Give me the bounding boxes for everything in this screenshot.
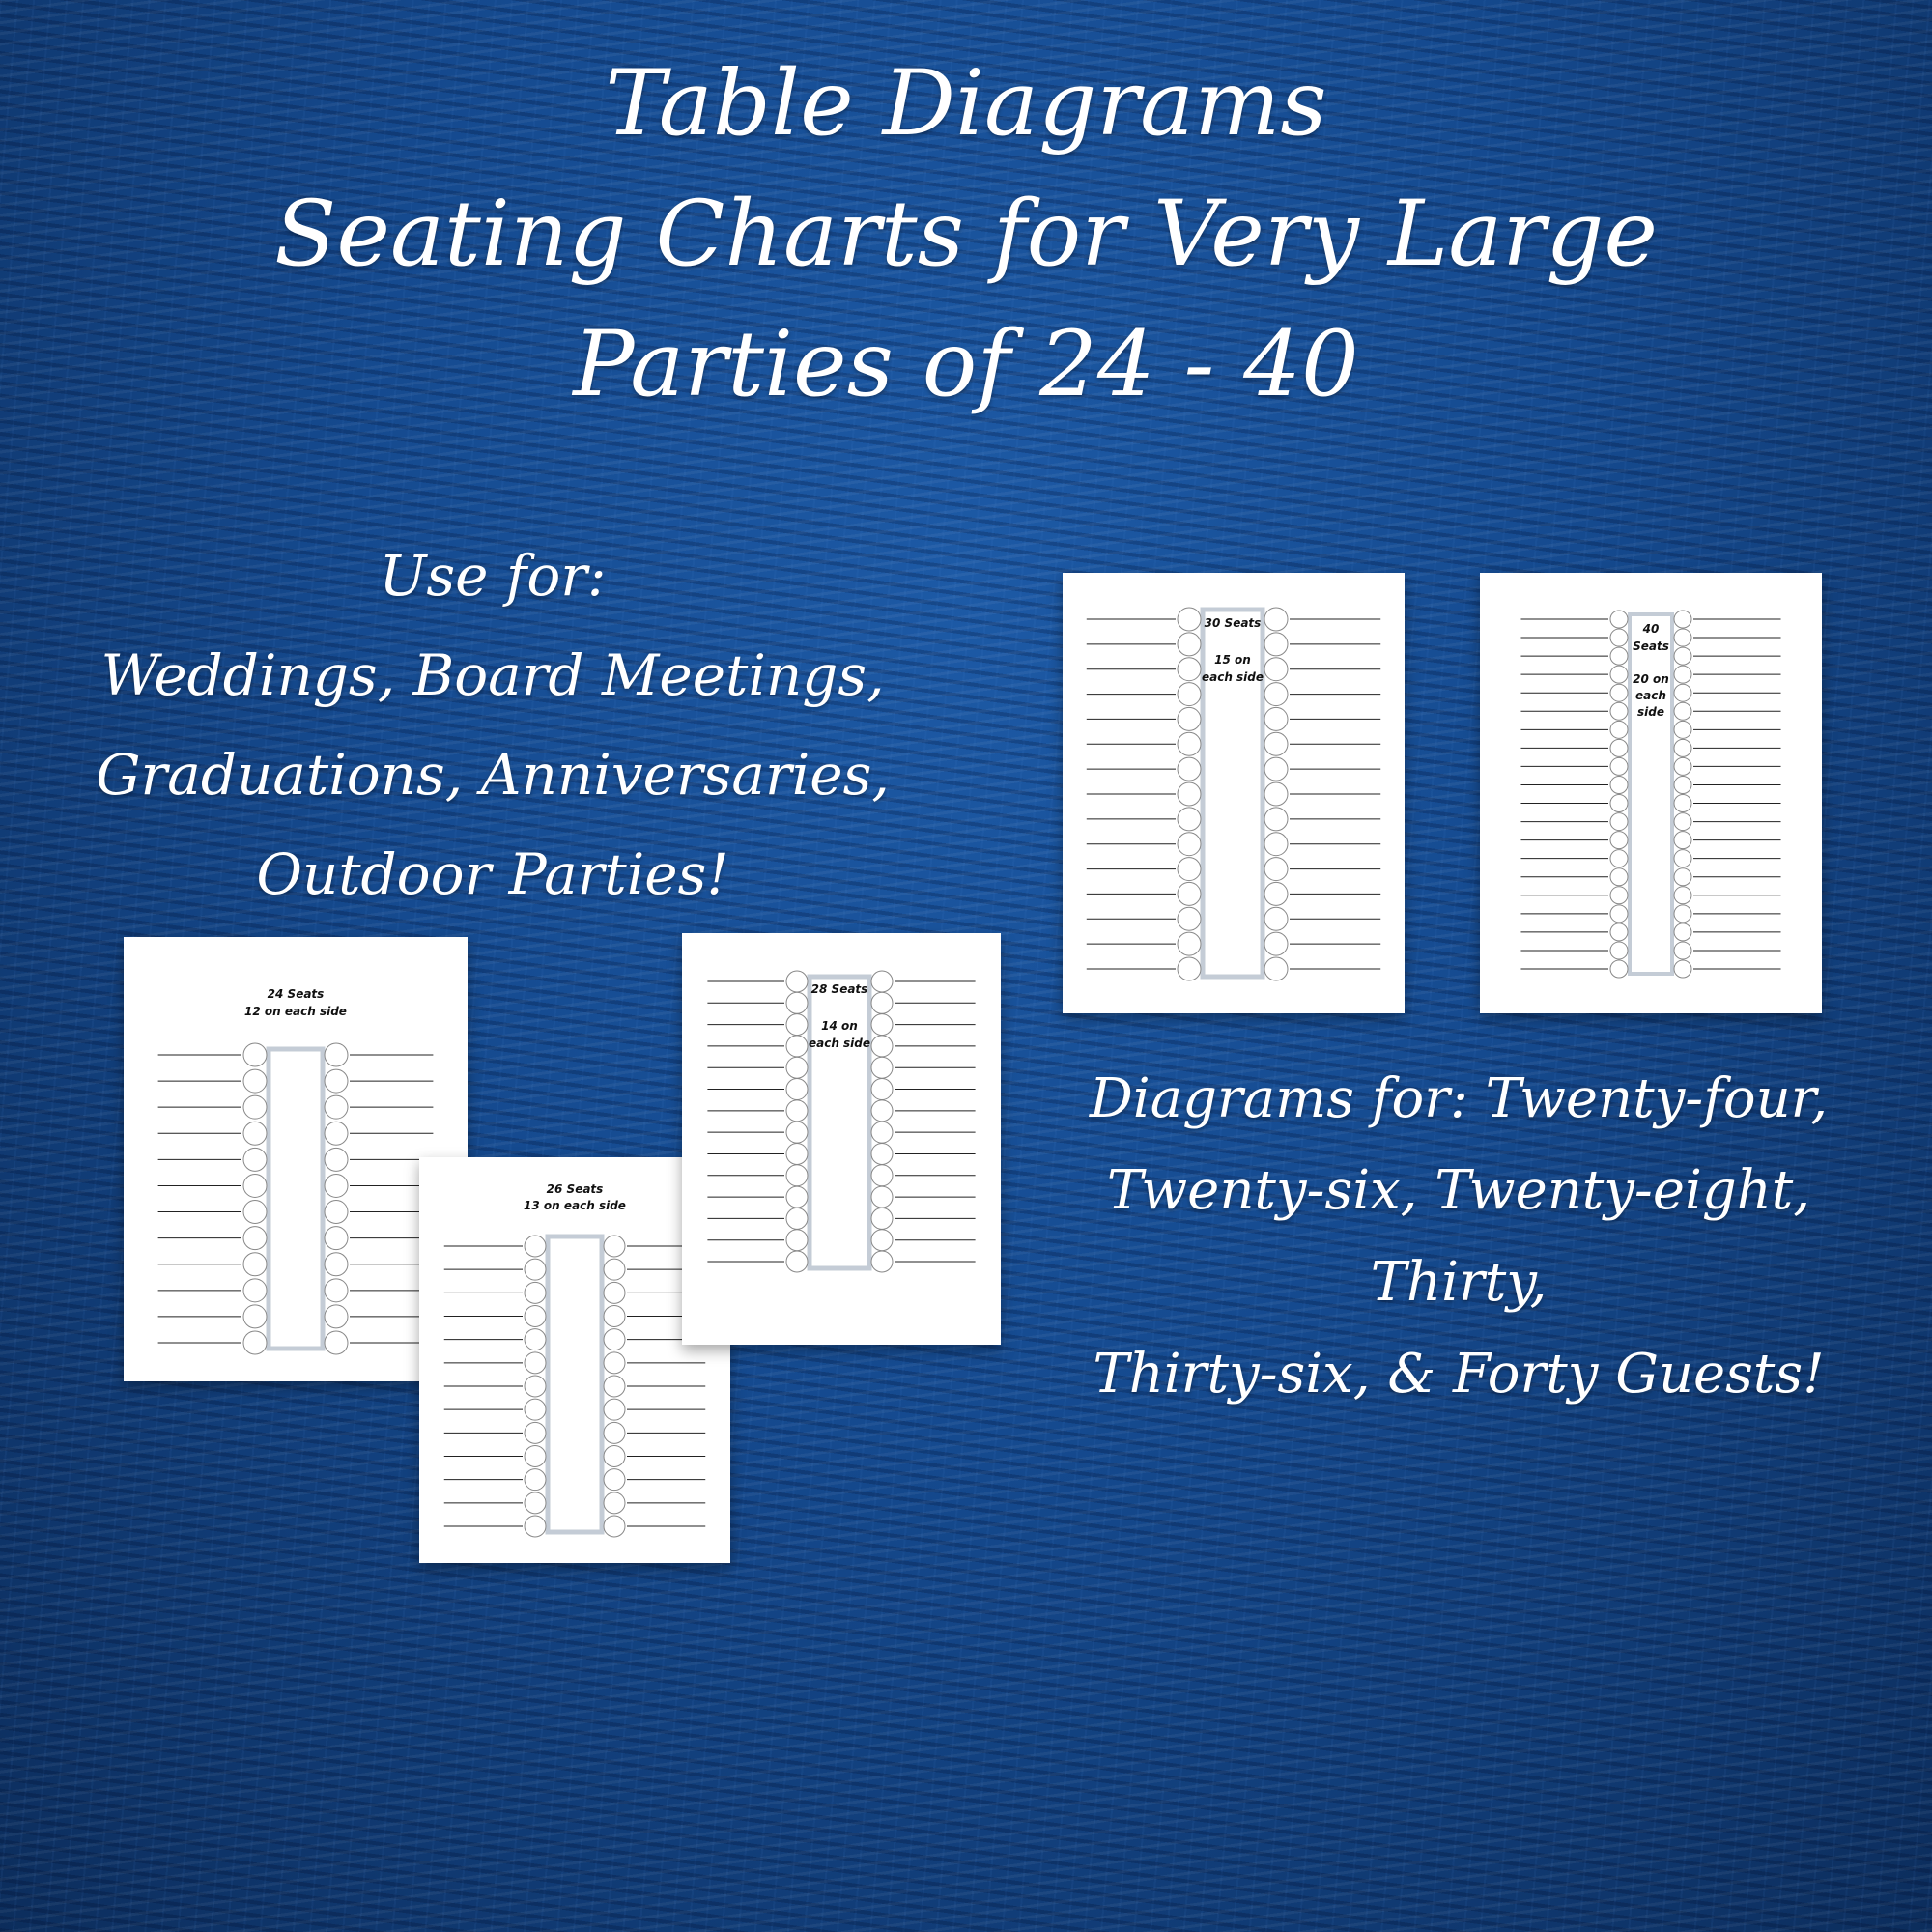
seating-diagram-40 (1480, 573, 1822, 1013)
seat-right-8 (325, 1227, 348, 1250)
seats-24 (158, 1043, 434, 1354)
caption-40-seats: Seats (1633, 639, 1669, 653)
caption-30-sub2: each side (1201, 670, 1264, 684)
caption-28-title: 28 Seats (810, 982, 868, 996)
seat-left-14 (786, 1251, 808, 1272)
seat-left-9 (786, 1143, 808, 1164)
seat-right-14 (1674, 850, 1691, 867)
seat-right-10 (1264, 833, 1288, 856)
seat-right-3 (325, 1095, 348, 1119)
seat-right-5 (604, 1329, 625, 1350)
seat-left-1 (786, 971, 808, 992)
seat-left-1 (525, 1236, 546, 1257)
seat-left-11 (1178, 858, 1201, 881)
seat-right-15 (1264, 957, 1288, 980)
seat-left-14 (1178, 932, 1201, 955)
seat-left-3 (243, 1095, 267, 1119)
caption-30-title: 30 Seats (1204, 616, 1262, 630)
seat-left-8 (243, 1227, 267, 1250)
sheet-30-seats (1063, 573, 1405, 1013)
seating-diagram-30 (1063, 573, 1405, 1013)
seat-left-6 (243, 1174, 267, 1197)
seat-right-11 (325, 1305, 348, 1328)
sheet-28-seats (682, 933, 1001, 1345)
seat-right-7 (871, 1100, 893, 1122)
seat-left-9 (525, 1422, 546, 1443)
seat-right-15 (1674, 868, 1691, 886)
seat-right-11 (1674, 795, 1691, 812)
seat-left-1 (243, 1043, 267, 1066)
seat-right-10 (871, 1165, 893, 1186)
title-block (0, 39, 1932, 430)
seat-right-11 (871, 1186, 893, 1208)
seat-left-8 (1610, 739, 1628, 756)
seating-diagram-24 (124, 937, 468, 1381)
seat-right-13 (871, 1230, 893, 1251)
table-rect-40 (1630, 614, 1672, 974)
seat-right-11 (1264, 858, 1288, 881)
seat-left-11 (1610, 795, 1628, 812)
seat-left-13 (786, 1230, 808, 1251)
title-line-3: Parties of 24 - 40 (573, 312, 1359, 417)
seat-left-19 (1610, 942, 1628, 959)
seat-left-20 (1610, 960, 1628, 978)
seat-left-16 (1610, 887, 1628, 904)
seat-right-11 (604, 1469, 625, 1491)
seat-left-13 (525, 1516, 546, 1537)
seat-left-4 (1178, 683, 1201, 706)
seat-right-2 (1674, 629, 1691, 646)
diagrams-for-line-1: Diagrams for: Twenty-four, (1089, 1067, 1829, 1130)
seat-left-5 (525, 1329, 546, 1350)
seat-right-17 (1674, 905, 1691, 923)
seat-left-10 (1178, 833, 1201, 856)
sheet-24-seats (124, 937, 468, 1381)
seat-left-13 (1178, 907, 1201, 930)
seat-right-5 (871, 1057, 893, 1078)
seat-right-14 (1264, 932, 1288, 955)
seat-right-9 (604, 1422, 625, 1443)
seat-left-12 (1178, 882, 1201, 905)
use-for-heading: Use for: (379, 543, 607, 609)
seat-left-3 (1178, 658, 1201, 681)
caption-28-sub2: each side (808, 1037, 871, 1050)
seat-left-2 (786, 992, 808, 1013)
seat-right-3 (1264, 658, 1288, 681)
seat-right-5 (325, 1148, 348, 1171)
seat-left-13 (1610, 832, 1628, 849)
seat-right-6 (325, 1174, 348, 1197)
seat-left-2 (525, 1259, 546, 1280)
seat-right-1 (325, 1043, 348, 1066)
seat-left-10 (525, 1446, 546, 1467)
seat-right-2 (325, 1069, 348, 1093)
seat-right-3 (871, 1014, 893, 1036)
caption-28-sub: 14 on (821, 1019, 858, 1033)
seat-right-16 (1674, 887, 1691, 904)
seat-left-7 (1178, 757, 1201, 781)
seat-left-10 (1610, 776, 1628, 793)
seat-right-8 (604, 1399, 625, 1420)
seat-right-8 (1674, 739, 1691, 756)
seats-40 (1520, 611, 1780, 978)
seat-right-5 (1674, 684, 1691, 701)
use-for-line-3: Outdoor Parties! (256, 841, 729, 907)
seat-left-4 (525, 1306, 546, 1327)
seat-left-1 (1178, 608, 1201, 631)
seat-right-4 (871, 1036, 893, 1057)
title-line-2: Seating Charts for Very Large (273, 182, 1659, 287)
seat-right-1 (604, 1236, 625, 1257)
seat-left-1 (1610, 611, 1628, 628)
seats-26 (444, 1236, 705, 1537)
seat-left-6 (1610, 702, 1628, 720)
seat-left-3 (786, 1014, 808, 1036)
use-for-block (58, 526, 927, 924)
seat-left-15 (1610, 868, 1628, 886)
seat-right-12 (1674, 813, 1691, 831)
seat-left-9 (243, 1253, 267, 1276)
seat-right-6 (871, 1079, 893, 1100)
seat-left-6 (786, 1079, 808, 1100)
caption-40-sub: 20 on (1633, 672, 1669, 686)
caption-30-sub: 15 on (1214, 653, 1251, 667)
seat-left-2 (1178, 633, 1201, 656)
seat-left-5 (1610, 684, 1628, 701)
seat-right-7 (1674, 721, 1691, 738)
caption-40-sub2: each (1635, 689, 1666, 702)
seat-right-2 (871, 992, 893, 1013)
sheet-40-seats (1480, 573, 1822, 1013)
seating-diagram-28 (682, 933, 1001, 1345)
diagrams-for-line-3: Thirty, (1370, 1251, 1548, 1314)
seat-right-1 (1674, 611, 1691, 628)
seat-left-4 (1610, 666, 1628, 683)
seat-left-8 (786, 1122, 808, 1143)
seat-left-2 (1610, 629, 1628, 646)
seat-left-14 (1610, 850, 1628, 867)
seat-left-17 (1610, 905, 1628, 923)
seat-right-13 (1264, 907, 1288, 930)
seat-left-4 (243, 1122, 267, 1145)
seat-right-6 (604, 1352, 625, 1374)
caption-26-sub: 13 on each side (524, 1199, 626, 1212)
seat-right-8 (871, 1122, 893, 1143)
seat-right-3 (1674, 647, 1691, 665)
seat-right-9 (1674, 757, 1691, 775)
seat-right-12 (604, 1492, 625, 1514)
seat-right-7 (604, 1376, 625, 1397)
seat-left-3 (525, 1282, 546, 1303)
seat-right-1 (1264, 608, 1288, 631)
seat-right-10 (604, 1446, 625, 1467)
seat-right-20 (1674, 960, 1691, 978)
use-for-line-2: Graduations, Anniversaries, (96, 742, 890, 808)
seat-right-18 (1674, 923, 1691, 941)
seat-left-11 (243, 1305, 267, 1328)
diagrams-for-block (1024, 1053, 1893, 1420)
seat-left-15 (1178, 957, 1201, 980)
seat-left-7 (525, 1376, 546, 1397)
seat-right-19 (1674, 942, 1691, 959)
seat-right-6 (1264, 732, 1288, 755)
seat-left-3 (1610, 647, 1628, 665)
seat-right-7 (325, 1201, 348, 1224)
seat-right-4 (1674, 666, 1691, 683)
seat-right-9 (325, 1253, 348, 1276)
seat-left-12 (525, 1492, 546, 1514)
seat-right-8 (1264, 782, 1288, 806)
table-rect-26 (548, 1236, 602, 1532)
seat-right-13 (1674, 832, 1691, 849)
seat-right-2 (1264, 633, 1288, 656)
seat-left-9 (1610, 757, 1628, 775)
seat-right-4 (604, 1306, 625, 1327)
seats-28 (707, 971, 975, 1272)
seat-right-10 (1674, 776, 1691, 793)
diagrams-for-line-4: Thirty-six, & Forty Guests! (1093, 1343, 1825, 1406)
caption-40-sub3: side (1637, 705, 1664, 719)
seat-left-8 (1178, 782, 1201, 806)
seat-left-7 (243, 1201, 267, 1224)
seat-left-6 (525, 1352, 546, 1374)
seat-right-12 (871, 1208, 893, 1229)
seat-left-5 (1178, 707, 1201, 730)
seat-right-4 (1264, 683, 1288, 706)
seat-left-7 (1610, 721, 1628, 738)
seat-left-10 (786, 1165, 808, 1186)
table-rect-24 (269, 1049, 323, 1349)
seat-right-1 (871, 971, 893, 992)
seat-left-2 (243, 1069, 267, 1093)
seat-right-6 (1674, 702, 1691, 720)
seat-left-11 (525, 1469, 546, 1491)
seat-left-12 (243, 1331, 267, 1354)
caption-40-title: 40 (1642, 622, 1660, 636)
use-for-line-1: Weddings, Board Meetings, (100, 642, 885, 708)
seat-right-3 (604, 1282, 625, 1303)
seat-right-5 (1264, 707, 1288, 730)
seat-right-7 (1264, 757, 1288, 781)
seat-right-9 (1264, 808, 1288, 831)
caption-26-title: 26 Seats (546, 1182, 604, 1196)
seat-right-12 (1264, 882, 1288, 905)
seat-left-5 (243, 1148, 267, 1171)
diagrams-for-line-2: Twenty-six, Twenty-eight, (1106, 1159, 1811, 1222)
seat-left-7 (786, 1100, 808, 1122)
seat-right-2 (604, 1259, 625, 1280)
seat-left-18 (1610, 923, 1628, 941)
title-line-1: Table Diagrams (605, 51, 1327, 156)
seat-left-8 (525, 1399, 546, 1420)
seat-left-5 (786, 1057, 808, 1078)
caption-24-sub: 12 on each side (244, 1005, 347, 1018)
seat-left-10 (243, 1279, 267, 1302)
seat-left-12 (786, 1208, 808, 1229)
caption-24-title: 24 Seats (267, 987, 325, 1001)
seat-right-9 (871, 1143, 893, 1164)
seat-left-11 (786, 1186, 808, 1208)
seat-right-13 (604, 1516, 625, 1537)
seat-left-6 (1178, 732, 1201, 755)
seat-right-14 (871, 1251, 893, 1272)
seat-left-9 (1178, 808, 1201, 831)
seat-left-4 (786, 1036, 808, 1057)
seat-left-12 (1610, 813, 1628, 831)
seat-right-4 (325, 1122, 348, 1145)
seat-right-12 (325, 1331, 348, 1354)
seat-right-10 (325, 1279, 348, 1302)
